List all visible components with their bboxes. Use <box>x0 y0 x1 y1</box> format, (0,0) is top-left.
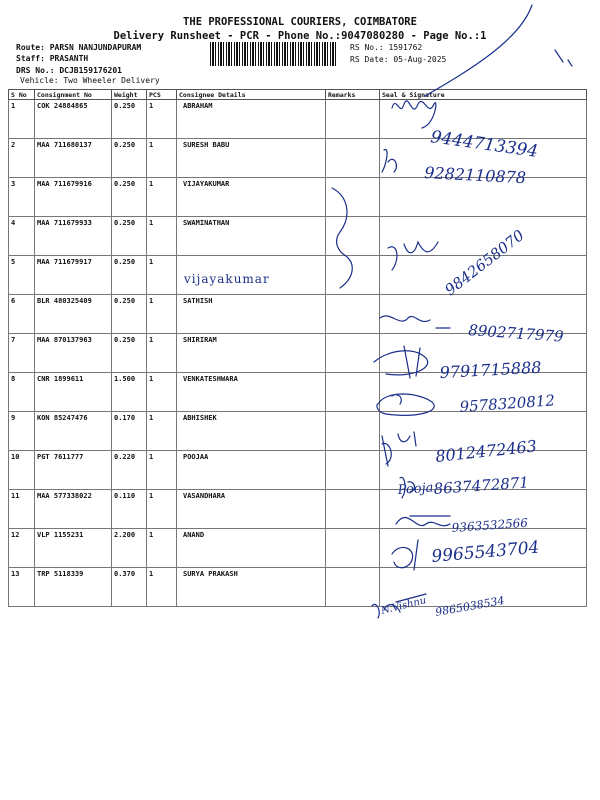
handwritten-phone: 9965543704 <box>430 537 541 567</box>
cell-consignee: ABHISHEK <box>177 412 326 451</box>
cell-consignee: SHIRIRAM <box>177 334 326 373</box>
drs-number: DRS No.: DCJB159176201 <box>16 66 122 75</box>
handwritten-consignee: vijayakumar <box>184 272 270 286</box>
rs-date: RS Date: 05-Aug-2025 <box>350 55 447 64</box>
cell-sno: 6 <box>9 295 35 334</box>
handwritten-phone: 8902717979 <box>467 321 565 346</box>
handwritten-name: Pooja <box>397 480 434 498</box>
table-row <box>9 490 587 529</box>
cell-consignee: SATHISH <box>177 295 326 334</box>
column-header: Consignment No <box>35 90 112 100</box>
cell-weight: 0.250 <box>112 178 147 217</box>
cell-weight: 0.250 <box>112 334 147 373</box>
column-header: PCS <box>147 90 177 100</box>
table-row <box>9 568 587 607</box>
cell-pcs: 1 <box>147 139 177 178</box>
cell-remarks <box>326 568 380 607</box>
handwritten-name: N.Vishnu <box>380 595 428 617</box>
cell-remarks <box>326 295 380 334</box>
cell-signature <box>380 100 587 139</box>
column-header: Consignee Details <box>177 90 326 100</box>
vehicle-label: Vehicle: Two Wheeler Delivery <box>20 76 160 85</box>
handwritten-phone: 8012472463 <box>434 436 538 466</box>
cell-sno: 2 <box>9 139 35 178</box>
route-label: Route: PARSN NANJUNDAPURAM <box>16 43 142 52</box>
cell-consignment: MAA 711679916 <box>35 178 112 217</box>
cell-consignment: KON 85247476 <box>35 412 112 451</box>
cell-signature <box>380 295 587 334</box>
cell-consignee: ANAND <box>177 529 326 568</box>
cell-pcs: 1 <box>147 295 177 334</box>
cell-sno: 10 <box>9 451 35 490</box>
cell-consignee: SURESH BABU <box>177 139 326 178</box>
table-header-row <box>9 90 587 100</box>
cell-consignment: VLP 1155231 <box>35 529 112 568</box>
cell-pcs: 1 <box>147 568 177 607</box>
cell-pcs: 1 <box>147 178 177 217</box>
cell-sno: 13 <box>9 568 35 607</box>
cell-signature <box>380 334 587 373</box>
column-header: S No <box>9 90 35 100</box>
runsheet-subtitle: Delivery Runsheet - PCR - Phone No.:9047080280 - Page No.:1 <box>113 30 487 42</box>
cell-weight: 0.370 <box>112 568 147 607</box>
cell-sno: 1 <box>9 100 35 139</box>
table-row <box>9 100 587 139</box>
cell-signature <box>380 139 587 178</box>
cell-consignee: POOJAA <box>177 451 326 490</box>
cell-consignee: VIJAYAKUMAR <box>177 178 326 217</box>
cell-pcs: 1 <box>147 334 177 373</box>
cell-consignment: MAA 577338022 <box>35 490 112 529</box>
cell-consignment: MAA 711679933 <box>35 217 112 256</box>
cell-remarks <box>326 178 380 217</box>
cell-consignment: BLR 480325409 <box>35 295 112 334</box>
cell-sno: 4 <box>9 217 35 256</box>
runsheet-table <box>8 89 587 607</box>
cell-consignment: TRP 5118339 <box>35 568 112 607</box>
cell-consignment: MAA 870137963 <box>35 334 112 373</box>
cell-signature <box>380 490 587 529</box>
table-row <box>9 334 587 373</box>
table-row <box>9 178 587 217</box>
cell-sno: 8 <box>9 373 35 412</box>
cell-sno: 9 <box>9 412 35 451</box>
table-row <box>9 295 587 334</box>
staff-label: Staff: PRASANTH <box>16 54 89 63</box>
cell-consignment: COK 24884865 <box>35 100 112 139</box>
cell-sno: 12 <box>9 529 35 568</box>
cell-pcs: 1 <box>147 373 177 412</box>
cell-weight: 0.220 <box>112 451 147 490</box>
cell-weight: 0.110 <box>112 490 147 529</box>
cell-remarks <box>326 334 380 373</box>
cell-weight: 0.250 <box>112 295 147 334</box>
cell-consignee: ABRAHAM <box>177 100 326 139</box>
cell-consignment: CNR 1899611 <box>35 373 112 412</box>
cell-consignee: SURYA PRAKASH <box>177 568 326 607</box>
cell-weight: 0.250 <box>112 217 147 256</box>
cell-remarks <box>326 256 380 295</box>
rs-number: RS No.: 1591762 <box>350 43 423 52</box>
cell-pcs: 1 <box>147 256 177 295</box>
cell-consignment: MAA 711680137 <box>35 139 112 178</box>
handwritten-phone: 9444713394 <box>429 127 540 163</box>
column-header: Weight <box>112 90 147 100</box>
cell-sno: 7 <box>9 334 35 373</box>
handwritten-phone: 9791715888 <box>439 357 542 382</box>
handwritten-phone: 9578320812 <box>459 391 556 416</box>
cell-pcs: 1 <box>147 451 177 490</box>
cell-pcs: 1 <box>147 217 177 256</box>
cell-weight: 0.250 <box>112 100 147 139</box>
table-row <box>9 451 587 490</box>
cell-pcs: 1 <box>147 100 177 139</box>
table-row <box>9 139 587 178</box>
handwritten-phone: 8637472871 <box>433 473 530 498</box>
cell-signature <box>380 373 587 412</box>
cell-signature <box>380 568 587 607</box>
cell-remarks <box>326 490 380 529</box>
cell-remarks <box>326 451 380 490</box>
cell-remarks <box>326 529 380 568</box>
cell-sno: 5 <box>9 256 35 295</box>
handwritten-phone: 9842658070 <box>441 226 528 300</box>
cell-pcs: 1 <box>147 412 177 451</box>
cell-pcs: 1 <box>147 529 177 568</box>
column-header: Remarks <box>326 90 380 100</box>
cell-signature <box>380 412 587 451</box>
table-row <box>9 373 587 412</box>
cell-remarks <box>326 100 380 139</box>
cell-signature <box>380 178 587 217</box>
cell-sno: 11 <box>9 490 35 529</box>
barcode <box>210 42 338 66</box>
cell-remarks <box>326 139 380 178</box>
cell-consignee: VASANDHARA <box>177 490 326 529</box>
cell-weight: 0.250 <box>112 139 147 178</box>
table-row <box>9 412 587 451</box>
cell-remarks <box>326 373 380 412</box>
cell-consignment: MAA 711679917 <box>35 256 112 295</box>
cell-signature <box>380 256 587 295</box>
cell-sno: 3 <box>9 178 35 217</box>
cell-signature <box>380 451 587 490</box>
handwritten-phone: 9282110878 <box>423 163 527 188</box>
cell-signature <box>380 217 587 256</box>
company-title: THE PROFESSIONAL COURIERS, COIMBATORE <box>183 16 417 28</box>
cell-weight: 0.250 <box>112 256 147 295</box>
cell-consignment: PGT 7611777 <box>35 451 112 490</box>
cell-consignee: SWAMINATHAN <box>177 217 326 256</box>
cell-pcs: 1 <box>147 490 177 529</box>
cell-weight: 0.170 <box>112 412 147 451</box>
table-row <box>9 256 587 295</box>
cell-signature <box>380 529 587 568</box>
handwritten-phone: 9363532566 <box>451 515 529 535</box>
table-row <box>9 217 587 256</box>
cell-remarks <box>326 217 380 256</box>
column-header: Seal & Signature <box>380 90 587 100</box>
pen-stroke <box>555 50 572 66</box>
cell-weight: 1.500 <box>112 373 147 412</box>
cell-weight: 2.200 <box>112 529 147 568</box>
handwritten-phone: 9865038534 <box>434 593 506 619</box>
table-row <box>9 529 587 568</box>
cell-consignee: VENKATESHWARA <box>177 373 326 412</box>
cell-remarks <box>326 412 380 451</box>
